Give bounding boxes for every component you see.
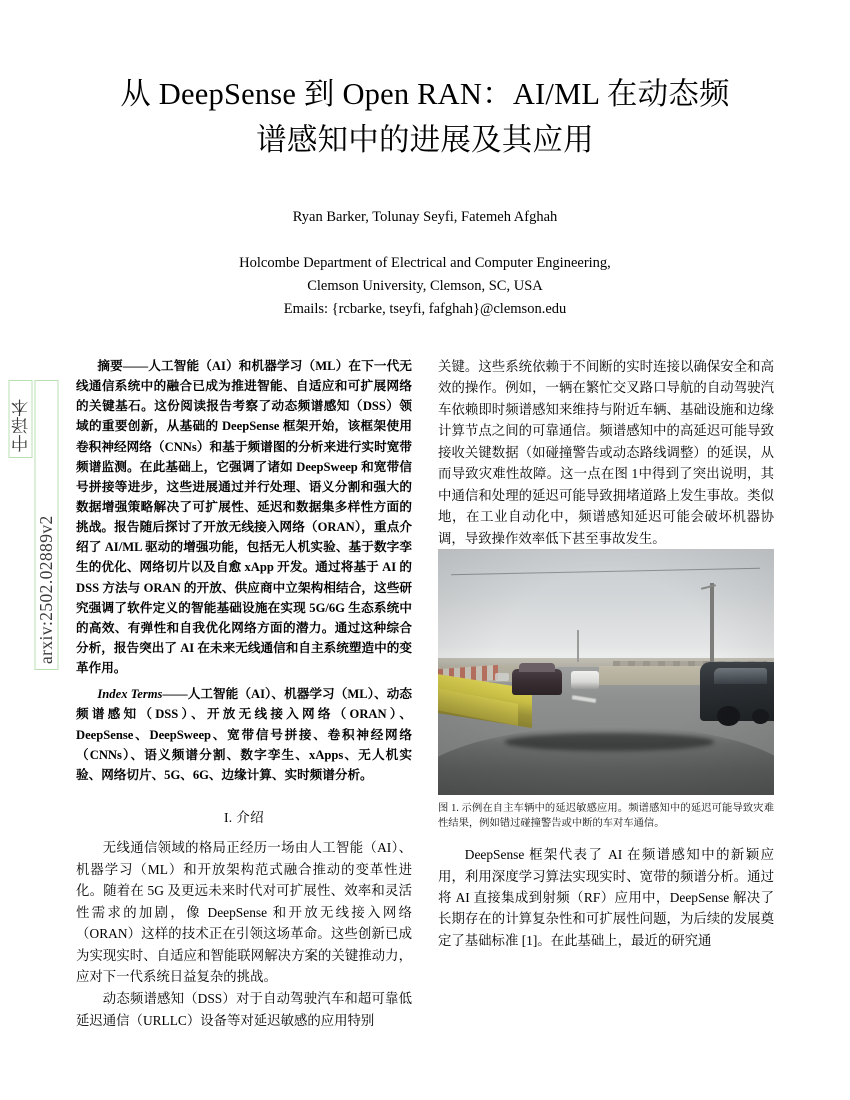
image-vignette: [438, 549, 774, 795]
translation-tag-label: 中译本: [9, 380, 33, 458]
section-heading-introduction: [76, 807, 412, 828]
affiliation-block: [95, 252, 755, 321]
index-terms-separator: ——: [162, 687, 188, 702]
intro-paragraph-1: 无线通信领域的格局正经历一场由人工智能（AI）、机器学习（ML）和开放架构范式融合推动的变革性进化。随着在 5G 及更远未来时代对可扩展性、效率和灵活性需求的加剧，像 DeepSense 和开放无线接入网络（ORAN）这样的技术正在引领这场革命。这些创新已成为实现实时、自适应和智能联网解决方案的关键推动力，应对下一代系统日益复杂的挑战。: [76, 840, 412, 985]
arxiv-id-label: arxiv:2502.02889v2: [35, 380, 59, 670]
arxiv-stamp: [10, 380, 58, 770]
figure-1-caption-text: 示例在自主车辆中的延迟敏感应用。频谱感知中的延迟可能导致灾难性结果，例如错过碰撞警告或中断的车对车通信。: [438, 802, 775, 829]
left-column: [76, 356, 412, 1031]
section-number: I.: [223, 809, 233, 825]
index-terms-text: 人工智能（AI）、机器学习（ML）、动态频谱感知（DSS）、开放无线接入网络（ORAN）、DeepSense、DeepSweep、宽带信号拼接、卷积神经网络（CNNs）、语义频谱分割、数字孪生、xApps、无人机实验、网络切片、5G、6G、边缘计算、实时频谱分析。: [76, 687, 412, 782]
intro-paragraph-continued: 关键。这些系统依赖于不间断的实时连接以确保安全和高效的操作。例如，一辆在繁忙交叉路口导航的自动驾驶汽车依赖即时频谱感知来维持与附近车辆、基础设施和边缘计算节点之间的可靠通信。频谱感知中的高延迟可能导致接收关键数据（如碰撞警告或动态路线调整）的延误，从而导致灾难性故障。这一点在图 1中得到了突出说明，其中通信和处理的延迟可能导致拥堵道路上发生事故。类似地，在工业自动化中，频谱感知延迟可能会破坏机器协调，导致操作效率低下甚至事故发生。: [438, 359, 774, 546]
figure-1: [438, 549, 774, 831]
figure-1-label: 图 1.: [438, 802, 459, 814]
title-line-2: 谱感知中的进展及其应用: [256, 122, 594, 157]
abstract-text: 人工智能（AI）和机器学习（ML）在下一代无线通信系统中的融合已成为推进智能、自适应和可扩展网络的关键基石。这份阅读报告考察了动态频谱感知（DSS）领域的重要创新，从基础的 DeepSense 框架开始，该框架使用卷积神经网络（CNNs）和基于频谱图的分析来进行实时宽带频谱监测。在此基础上，它强调了诸如 DeepSweep 和宽带信号拼接等进步，这些进展通过并行处理、语义分割和强大的数据增强策略解决了可扩展性、延迟和数据集多样性方面的挑战。报告随后探讨了开放无线接入网络（ORAN），重点介绍了 AI/ML 驱动的增强功能，包括无人机实验、基于数字孪生的优化、网络切片以及自愈 xApp 开发。通过将基于 AI 的 DSS 方法与 ORAN 的开放、供应商中立架构相结合，这些研究强调了软件定义的智能基础设施在实现 5G/6G 生态系统中的高效、有弹性和自我优化网络方面的潜力。通过这种综合分析，报告突出了 AI 在未来无线通信和自主系统塑造中的变革作用。: [76, 359, 412, 676]
affiliation-emails: Emails: {rcbarke, tseyfi, fafghah}@clemson.edu: [283, 300, 567, 317]
section-title: 介绍: [236, 809, 265, 825]
abstract-paragraph: [76, 356, 412, 678]
figure-1-caption: [438, 802, 774, 831]
affiliation-department: Holcombe Department of Electrical and Computer Engineering,: [239, 255, 611, 271]
author-list: Ryan Barker, Tolunay Seyfi, Fatemeh Afghah: [292, 209, 558, 225]
abstract-label: 摘要——: [97, 359, 149, 373]
page-title: [95, 72, 755, 164]
deepsense-paragraph: DeepSense 框架代表了 AI 在频谱感知中的新颖应用，利用深度学习算法实现实时、宽带的频谱分析。通过将 AI 直接集成到射频（RF）应用中，DeepSense 解决了长期存在的计算复杂性和可扩展性问题，为后续的发展奠定了基础标准 [1]。在此基础上，最近的研究通: [438, 847, 774, 948]
intro-paragraph-2: 动态频谱感知（DSS）对于自动驾驶汽车和超可靠低延迟通信（URLLC）设备等对延迟敏感的应用特别: [76, 991, 412, 1028]
affiliation-university: Clemson University, Clemson, SC, USA: [307, 277, 543, 294]
figure-1-image: [438, 549, 774, 795]
index-terms-paragraph: [76, 684, 412, 785]
right-column: [438, 356, 774, 951]
index-terms-label: Index Terms: [97, 687, 163, 702]
title-line-1: 从 DeepSense 到 Open RAN：AI/ML 在动态频: [120, 77, 730, 111]
